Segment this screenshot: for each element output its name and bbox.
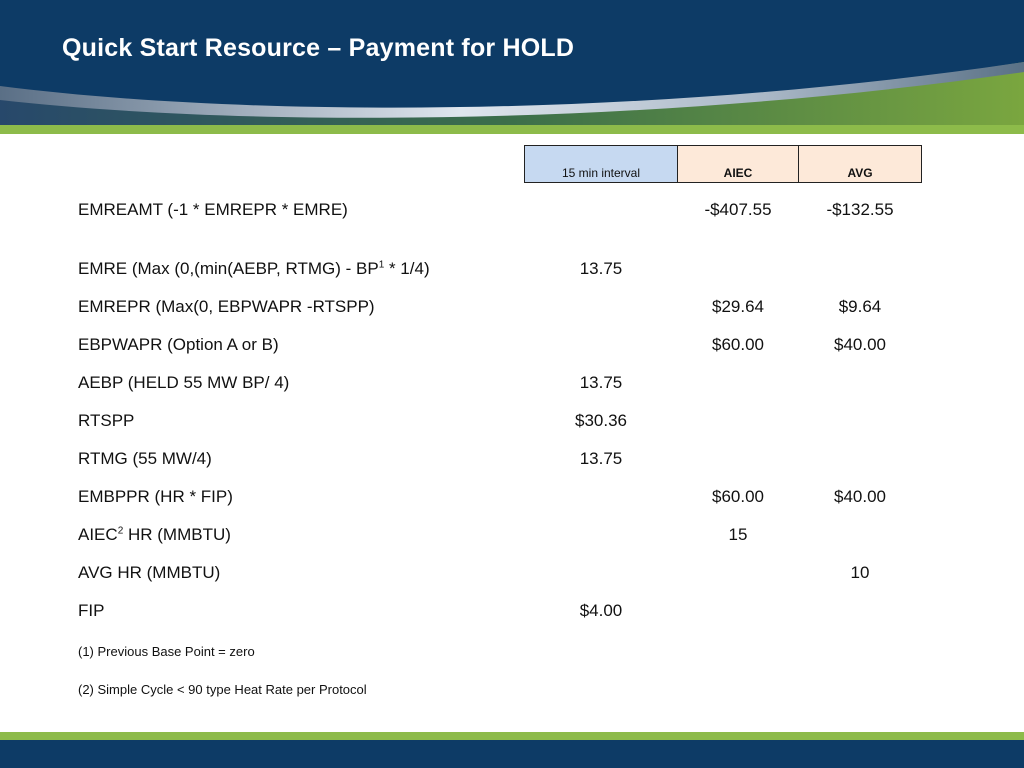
row-label: EBPWAPR (Option A or B)	[78, 335, 279, 354]
header-swoosh	[0, 0, 1024, 130]
table-row	[0, 525, 1024, 555]
interval-value: 13.75	[579, 259, 623, 278]
row-label: EMREAMT (-1 * EMREPR * EMRE)	[78, 200, 348, 219]
avg-value: -$132.55	[826, 200, 894, 219]
aiec-value: 15	[728, 525, 748, 544]
table-row	[0, 297, 1024, 327]
avg-value: 10	[850, 563, 870, 582]
slide-header	[0, 0, 1024, 130]
header-accent-bar	[0, 125, 1024, 134]
interval-value: $30.36	[575, 411, 627, 430]
interval-value: 13.75	[579, 373, 623, 392]
footnote-marker: 1	[378, 259, 385, 271]
aiec-value: $60.00	[712, 335, 764, 354]
row-label: RTMG (55 MW/4)	[78, 449, 212, 468]
avg-value: $40.00	[834, 487, 886, 506]
avg-value: $40.00	[834, 335, 886, 354]
column-header-aiec: AIEC	[677, 145, 799, 183]
aiec-value: -$407.55	[704, 200, 772, 219]
table-row	[0, 487, 1024, 517]
table-row	[0, 449, 1024, 479]
table-row	[0, 563, 1024, 593]
table-row	[0, 335, 1024, 365]
row-label: EMRE (Max (0,(min(AEBP, RTMG) - $BP^1 * 1/4$)	[78, 259, 430, 278]
row-label: EMREPR (Max(0, EBPWAPR -RTSPP)	[78, 297, 375, 316]
table-row	[0, 200, 1024, 230]
slide-footer	[0, 740, 1024, 768]
page-title: Quick Start Resource – Payment for HOLD	[62, 34, 575, 62]
row-label: FIP	[78, 601, 105, 620]
footnote-1: (1) Previous Base Point = zero	[78, 644, 255, 659]
avg-value: $9.64	[838, 297, 882, 316]
row-label: AIEC$^2$ HR (MMBTU)	[78, 525, 231, 544]
table-row	[0, 601, 1024, 631]
table-row	[0, 373, 1024, 403]
row-label: RTSPP	[78, 411, 135, 430]
row-label: AVG HR (MMBTU)	[78, 563, 221, 582]
aiec-value: $60.00	[712, 487, 764, 506]
column-header-interval: 15 min interval	[524, 145, 678, 183]
row-label: AEBP (HELD 55 MW BP/ 4)	[78, 373, 290, 392]
footnote-2: (2) Simple Cycle < 90 type Heat Rate per Protocol	[78, 682, 367, 697]
footnote-marker: 2	[117, 525, 124, 537]
interval-value: 13.75	[579, 449, 623, 468]
row-label: EMBPPR (HR * FIP)	[78, 487, 233, 506]
table-row	[0, 411, 1024, 441]
aiec-value: $29.64	[712, 297, 764, 316]
table-row	[0, 259, 1024, 289]
column-header-avg: AVG	[798, 145, 922, 183]
interval-value: $4.00	[579, 601, 623, 620]
footer-accent-bar	[0, 732, 1024, 740]
